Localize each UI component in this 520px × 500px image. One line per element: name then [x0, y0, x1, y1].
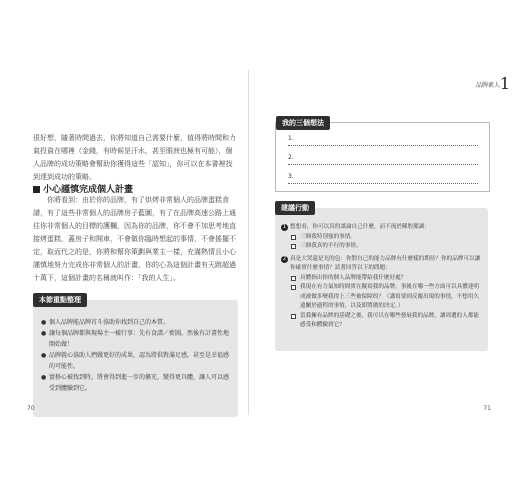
- idea-line-1[interactable]: 1.: [288, 135, 478, 146]
- bullet-icon: ●: [41, 330, 47, 337]
- idea-line-3[interactable]: 3.: [288, 173, 478, 184]
- body-paragraph-2: 你將看到：由於你的品牌，有了烘烤非常個人的品牌蛋糕食譜，有了這些非常個人的品牌房子藍圖，有了在品牌高速公路上通往你非常個人的目標的護欄，因為你的品牌，你不會不加思考地直接烤蛋糕，蓋房子和開車，不會做你臨時想起的事情，不會搖擺不定，取而代之的是，你將和幫你策劃與業主一樣，充滿熱情且小心謹慎地努力完成你非常個人的計畫，你的心為這個計畫有天跳超過十萬下，這個計畫的名稱就叫作：「我的人生」。: [33, 196, 236, 282]
- question-2: 2 真是大哭還是光的包：你對自己的能力品牌有什麼樣的期待？你的品牌可以讓你確實什麼事情？試著回答以下的問題：: [282, 255, 481, 271]
- checkbox-option[interactable]: 當我擁有品牌的基礎之後，我可以在哪些發展我的品牌，讓周遭的人都能感受和體驗到它？: [281, 312, 481, 331]
- summary-item: ● 讓每個品牌都與現場主一樣行事：先有食譜／藍圖，然後有計畫性地開始做！: [41, 330, 230, 348]
- action-content: [281, 223, 481, 331]
- summary-item: ● 富格心被找到時，將會得到進一步的擴充，變得更具體，讓人可以感受到體驗到它。: [41, 374, 230, 392]
- checkbox-option[interactable]: 我現在有力氣知時間實在擬寫我的品牌，事後在哪一些方面可以具體達明成被做多變我得上三些被保障的？（講寫要到反覆出現的事情，不想用久遠關於過程的事情，以及即將做的決定。）: [281, 283, 481, 312]
- bullet-icon: ●: [41, 374, 47, 381]
- ideas-box: [275, 119, 490, 192]
- bullet-icon: ●: [41, 352, 47, 359]
- summary-item: ● 個人品牌能品牌首斗協助你找到自己的本質。: [41, 319, 170, 326]
- right-page: [270, 70, 493, 415]
- bullet-icon: ●: [41, 319, 47, 326]
- running-head: 品牌素人: [475, 82, 500, 89]
- checkbox-icon[interactable]: [291, 285, 296, 290]
- summary-item: ● 品牌就心協助人們做更好的成果，認為將供對滿足感，甚至是幸福感的可能性。: [41, 352, 230, 370]
- checkbox-icon[interactable]: [291, 235, 296, 240]
- summary-label: 本節重點整理: [33, 293, 87, 307]
- summary-list: [41, 317, 229, 394]
- body-paragraph: 很好想，隨著時間過去，你將知道自己需要什麼，值得將時間和力氣投資在哪裡（金錢，有時候是汗水，甚至眼淚也極有可能），個人品牌的成功策略會幫助你獲得這些「認知」，你可以在本書裡找到達到成功的策略。: [33, 134, 236, 181]
- checkbox-icon[interactable]: [291, 276, 296, 281]
- checkbox-option[interactable]: 三個我真的不行的事情。: [281, 242, 481, 252]
- checkbox-option[interactable]: 具體指出你的個人品牌能帶給我什麼好處？: [281, 274, 481, 284]
- page-number-left: 70: [27, 405, 35, 412]
- checkbox-icon[interactable]: [291, 244, 296, 249]
- summary-box: [33, 296, 238, 417]
- checkbox-icon[interactable]: [291, 314, 296, 319]
- action-label: 建議行動: [275, 201, 315, 215]
- page-number-right: 71: [483, 405, 491, 412]
- section-heading-text: 小心謹慎完成個人計畫: [43, 185, 134, 195]
- number-circle-icon: 1: [282, 224, 287, 230]
- chapter-number: 1: [499, 74, 510, 93]
- ideas-label: 我的三個想法: [276, 116, 330, 130]
- checkbox-option[interactable]: 三個我特別強的事情。: [281, 233, 481, 243]
- left-page: [25, 70, 249, 415]
- action-box: [275, 204, 488, 351]
- idea-line-2[interactable]: 2.: [288, 154, 478, 165]
- question-1: 1 想想看，你可以真的談論自己什麼，而不流於陳腔濫調：: [282, 224, 430, 230]
- number-circle-icon: 2: [282, 255, 287, 262]
- square-bullet-icon: [33, 186, 40, 193]
